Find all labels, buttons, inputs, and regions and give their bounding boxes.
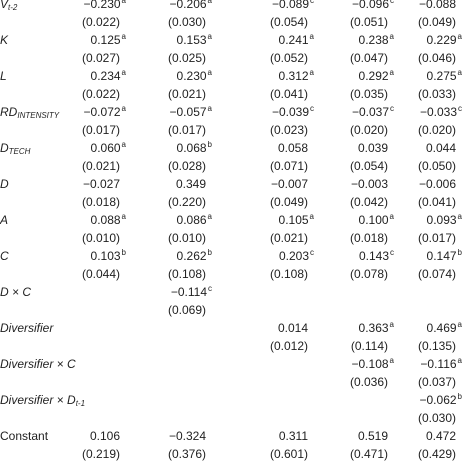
standard-error-cell bbox=[234, 48, 314, 68]
coefficient-value: 0.349 bbox=[175, 177, 206, 191]
significance-marker: b bbox=[457, 392, 462, 401]
coefficient-value: 0.241 bbox=[278, 33, 309, 47]
significance-marker: a bbox=[121, 0, 126, 5]
standard-error-cell bbox=[46, 156, 126, 176]
standard-error-value: (0.028) bbox=[167, 159, 206, 173]
standard-error-cell bbox=[382, 192, 462, 212]
standard-error-value: (0.046) bbox=[417, 51, 456, 65]
standard-error-value: (0.025) bbox=[167, 51, 206, 65]
standard-error-value: (0.050) bbox=[417, 159, 456, 173]
standard-error-value: (0.012) bbox=[269, 339, 308, 353]
standard-error-cell bbox=[234, 12, 314, 32]
table-row bbox=[0, 30, 474, 50]
coefficient-value: 0.469 bbox=[426, 321, 457, 335]
standard-error-value: (0.052) bbox=[269, 51, 308, 65]
standard-error-value: (0.220) bbox=[167, 195, 206, 209]
table-row bbox=[0, 138, 474, 158]
coefficient-value: 0.044 bbox=[425, 141, 456, 155]
standard-error-value: (0.049) bbox=[417, 15, 456, 29]
standard-error-value: (0.047) bbox=[349, 51, 388, 65]
table-row-se bbox=[0, 12, 474, 32]
significance-marker: a bbox=[457, 32, 462, 41]
table-row-se bbox=[0, 372, 474, 392]
variable-name: D bbox=[0, 141, 9, 155]
table-row bbox=[0, 390, 474, 410]
significance-marker: a bbox=[457, 68, 462, 77]
significance-marker: a bbox=[309, 68, 314, 77]
significance-marker: c bbox=[390, 104, 394, 113]
standard-error-cell bbox=[382, 84, 462, 104]
variable-name: L bbox=[0, 69, 7, 83]
significance-marker: a bbox=[457, 356, 462, 365]
standard-error-value: (0.042) bbox=[349, 195, 388, 209]
coefficient-value: −0.324 bbox=[168, 429, 206, 443]
coefficient-cell bbox=[382, 138, 462, 158]
coefficient-value: 0.153 bbox=[176, 33, 207, 47]
variable-label bbox=[0, 66, 7, 86]
standard-error-cell bbox=[46, 192, 126, 212]
coefficient-value: −0.062 bbox=[419, 393, 457, 407]
coefficient-cell bbox=[46, 174, 126, 194]
coefficient-value: 0.363 bbox=[358, 321, 389, 335]
significance-marker: c bbox=[390, 0, 394, 5]
standard-error-value: (0.601) bbox=[269, 447, 308, 461]
standard-error-value: (0.108) bbox=[167, 267, 206, 281]
standard-error-value: (0.429) bbox=[417, 447, 456, 461]
table-row-se bbox=[0, 228, 474, 248]
variable-name: Constant bbox=[0, 429, 49, 443]
standard-error-value: (0.376) bbox=[167, 447, 206, 461]
coefficient-value: 0.068 bbox=[176, 141, 207, 155]
coefficient-value: −0.037 bbox=[351, 105, 389, 119]
variable-label bbox=[0, 282, 31, 302]
standard-error-cell bbox=[234, 120, 314, 140]
standard-error-value: (0.023) bbox=[269, 123, 308, 137]
standard-error-value: (0.010) bbox=[81, 231, 120, 245]
standard-error-value: (0.054) bbox=[349, 159, 388, 173]
standard-error-cell bbox=[46, 12, 126, 32]
standard-error-value: (0.017) bbox=[417, 231, 456, 245]
standard-error-value: (0.020) bbox=[417, 123, 456, 137]
significance-marker: a bbox=[207, 104, 212, 113]
significance-marker: a bbox=[457, 320, 462, 329]
standard-error-value: (0.033) bbox=[417, 87, 456, 101]
coefficient-value: 0.238 bbox=[358, 33, 389, 47]
coefficient-value: 0.088 bbox=[90, 213, 121, 227]
coefficient-value: −0.206 bbox=[169, 0, 207, 11]
standard-error-value: (0.018) bbox=[349, 231, 388, 245]
variable-name: K bbox=[0, 33, 9, 47]
coefficient-value: 0.262 bbox=[176, 249, 207, 263]
coefficient-value: −0.116 bbox=[420, 357, 457, 371]
significance-marker: a bbox=[207, 68, 212, 77]
coefficient-value: −0.007 bbox=[270, 177, 308, 191]
coefficient-value: 0.203 bbox=[278, 249, 309, 263]
significance-marker: a bbox=[207, 0, 212, 5]
table-row-se bbox=[0, 192, 474, 212]
coefficient-value: −0.114 bbox=[170, 285, 207, 299]
standard-error-value: (0.017) bbox=[167, 123, 206, 137]
significance-marker: b bbox=[457, 248, 462, 257]
significance-marker: a bbox=[309, 32, 314, 41]
coefficient-value: −0.033 bbox=[419, 105, 457, 119]
coefficient-value: 0.058 bbox=[277, 141, 308, 155]
standard-error-cell bbox=[46, 84, 126, 104]
standard-error-cell bbox=[46, 444, 126, 464]
coefficient-value: 0.100 bbox=[358, 213, 389, 227]
standard-error-cell bbox=[382, 228, 462, 248]
significance-marker: a bbox=[309, 212, 314, 221]
standard-error-value: (0.021) bbox=[269, 231, 308, 245]
standard-error-cell bbox=[382, 156, 462, 176]
variable-label bbox=[0, 426, 48, 446]
standard-error-value: (0.021) bbox=[81, 159, 120, 173]
standard-error-value: (0.041) bbox=[269, 87, 308, 101]
variable-name: A bbox=[0, 213, 9, 227]
standard-error-cell bbox=[132, 444, 212, 464]
variable-name: C bbox=[0, 249, 9, 263]
standard-error-cell bbox=[132, 120, 212, 140]
standard-error-cell bbox=[382, 48, 462, 68]
table-row-se bbox=[0, 120, 474, 140]
coefficient-value: 0.229 bbox=[426, 33, 457, 47]
variable-subscript: t-1 bbox=[75, 399, 86, 408]
significance-marker: b bbox=[121, 248, 126, 257]
standard-error-value: (0.135) bbox=[417, 339, 456, 353]
standard-error-value: (0.010) bbox=[167, 231, 206, 245]
standard-error-cell bbox=[234, 444, 314, 464]
table-row bbox=[0, 354, 474, 374]
significance-marker: a bbox=[121, 32, 126, 41]
significance-marker: a bbox=[389, 356, 394, 365]
standard-error-cell bbox=[132, 84, 212, 104]
variable-label bbox=[0, 354, 76, 374]
standard-error-cell bbox=[234, 264, 314, 284]
coefficient-cell bbox=[234, 426, 314, 446]
significance-marker: a bbox=[457, 212, 462, 221]
coefficient-value: −0.230 bbox=[83, 0, 121, 11]
significance-marker: a bbox=[207, 32, 212, 41]
coefficient-cell bbox=[132, 426, 212, 446]
standard-error-value: (0.022) bbox=[81, 15, 120, 29]
coefficient-value: 0.039 bbox=[357, 141, 388, 155]
variable-name: D × C bbox=[0, 285, 32, 299]
standard-error-value: (0.049) bbox=[269, 195, 308, 209]
coefficient-value: 0.275 bbox=[426, 69, 457, 83]
standard-error-cell bbox=[46, 48, 126, 68]
standard-error-value: (0.036) bbox=[349, 375, 388, 389]
coefficient-value: 0.230 bbox=[176, 69, 207, 83]
coefficient-value: 0.105 bbox=[278, 213, 309, 227]
coefficient-value: 0.086 bbox=[176, 213, 207, 227]
standard-error-cell bbox=[132, 228, 212, 248]
coefficient-value: 0.093 bbox=[426, 213, 457, 227]
coefficient-value: 0.519 bbox=[357, 429, 388, 443]
significance-marker: a bbox=[207, 212, 212, 221]
standard-error-value: (0.071) bbox=[269, 159, 308, 173]
variable-name: V bbox=[0, 0, 9, 11]
coefficient-value: −0.057 bbox=[169, 105, 207, 119]
significance-marker: a bbox=[389, 320, 394, 329]
standard-error-cell bbox=[132, 12, 212, 32]
table-row bbox=[0, 282, 474, 302]
table-row bbox=[0, 102, 474, 122]
standard-error-cell bbox=[382, 408, 462, 428]
significance-marker: a bbox=[121, 68, 126, 77]
standard-error-value: (0.020) bbox=[349, 123, 388, 137]
significance-marker: b bbox=[207, 248, 212, 257]
table-row-se bbox=[0, 156, 474, 176]
coefficient-value: −0.039 bbox=[271, 105, 309, 119]
coefficient-cell bbox=[46, 426, 126, 446]
standard-error-cell bbox=[132, 192, 212, 212]
standard-error-cell bbox=[382, 264, 462, 284]
coefficient-value: 0.103 bbox=[90, 249, 121, 263]
table-row bbox=[0, 426, 474, 446]
variable-subscript: TECH bbox=[8, 147, 31, 156]
significance-marker: a bbox=[121, 104, 126, 113]
variable-name: Diversifier × D bbox=[0, 393, 76, 407]
standard-error-cell bbox=[234, 84, 314, 104]
coefficient-cell bbox=[132, 174, 212, 194]
significance-marker: a bbox=[121, 212, 126, 221]
standard-error-value: (0.069) bbox=[167, 303, 206, 317]
variable-name: Diversifier × C bbox=[0, 357, 76, 371]
standard-error-cell bbox=[234, 156, 314, 176]
table-row-se bbox=[0, 300, 474, 320]
variable-label bbox=[0, 174, 9, 194]
table-row-se bbox=[0, 336, 474, 356]
standard-error-value: (0.018) bbox=[81, 195, 120, 209]
coefficient-value: −0.096 bbox=[351, 0, 389, 11]
coefficient-cell bbox=[234, 174, 314, 194]
significance-marker: c bbox=[310, 0, 314, 5]
standard-error-cell bbox=[132, 300, 212, 320]
standard-error-cell bbox=[46, 228, 126, 248]
standard-error-cell bbox=[382, 120, 462, 140]
standard-error-value: (0.219) bbox=[81, 447, 120, 461]
standard-error-cell bbox=[132, 156, 212, 176]
variable-label bbox=[0, 246, 9, 266]
standard-error-cell bbox=[234, 192, 314, 212]
standard-error-value: (0.037) bbox=[417, 375, 456, 389]
coefficient-cell bbox=[234, 318, 314, 338]
significance-marker: a bbox=[121, 140, 126, 149]
standard-error-value: (0.030) bbox=[417, 411, 456, 425]
standard-error-cell bbox=[382, 336, 462, 356]
standard-error-value: (0.035) bbox=[349, 87, 388, 101]
coefficient-value: 0.472 bbox=[425, 429, 456, 443]
standard-error-cell bbox=[46, 264, 126, 284]
coefficient-value: 0.106 bbox=[89, 429, 120, 443]
table-row bbox=[0, 210, 474, 230]
coefficient-value: 0.311 bbox=[278, 429, 308, 443]
standard-error-value: (0.078) bbox=[349, 267, 388, 281]
significance-marker: c bbox=[208, 284, 212, 293]
variable-name: RD bbox=[0, 105, 18, 119]
standard-error-value: (0.017) bbox=[81, 123, 120, 137]
table-row-se bbox=[0, 264, 474, 284]
coefficient-value: 0.143 bbox=[358, 249, 389, 263]
variable-label bbox=[0, 30, 8, 50]
significance-marker: c bbox=[458, 104, 462, 113]
table-row-se bbox=[0, 408, 474, 428]
coefficient-value: 0.292 bbox=[358, 69, 389, 83]
standard-error-cell bbox=[46, 120, 126, 140]
table-row bbox=[0, 246, 474, 266]
coefficient-value: −0.088 bbox=[418, 0, 456, 11]
coefficient-value: 0.312 bbox=[278, 69, 309, 83]
standard-error-value: (0.030) bbox=[167, 15, 206, 29]
standard-error-value: (0.051) bbox=[349, 15, 388, 29]
standard-error-value: (0.054) bbox=[269, 15, 308, 29]
variable-subscript: t-2 bbox=[8, 3, 18, 12]
standard-error-value: (0.027) bbox=[81, 51, 120, 65]
significance-marker: a bbox=[389, 32, 394, 41]
coefficient-value: 0.234 bbox=[90, 69, 121, 83]
significance-marker: c bbox=[310, 104, 314, 113]
significance-marker: a bbox=[389, 212, 394, 221]
standard-error-value: (0.471) bbox=[349, 447, 388, 461]
standard-error-cell bbox=[382, 444, 462, 464]
variable-label bbox=[0, 318, 53, 338]
coefficient-value: −0.006 bbox=[418, 177, 456, 191]
coefficient-cell bbox=[382, 174, 462, 194]
variable-subscript: INTENSITY bbox=[17, 111, 60, 120]
coefficient-value: −0.027 bbox=[82, 177, 120, 191]
standard-error-cell bbox=[234, 228, 314, 248]
standard-error-cell bbox=[132, 48, 212, 68]
table-row-se bbox=[0, 48, 474, 68]
table-row-se bbox=[0, 84, 474, 104]
standard-error-cell bbox=[132, 264, 212, 284]
table-row-se bbox=[0, 444, 474, 464]
coefficient-value: 0.125 bbox=[90, 33, 121, 47]
coefficient-cell bbox=[234, 138, 314, 158]
standard-error-cell bbox=[382, 12, 462, 32]
standard-error-value: (0.021) bbox=[167, 87, 206, 101]
coefficient-value: 0.014 bbox=[277, 321, 308, 335]
significance-marker: c bbox=[310, 248, 314, 257]
coefficient-value: 0.060 bbox=[90, 141, 121, 155]
variable-name: Diversifier bbox=[0, 321, 54, 335]
variable-name: D bbox=[0, 177, 9, 191]
variable-label bbox=[0, 210, 8, 230]
table-row bbox=[0, 174, 474, 194]
standard-error-value: (0.074) bbox=[417, 267, 456, 281]
coefficient-value: −0.089 bbox=[271, 0, 309, 11]
table-row bbox=[0, 66, 474, 86]
standard-error-value: (0.114) bbox=[350, 339, 388, 353]
coefficient-value: −0.003 bbox=[350, 177, 388, 191]
coefficient-value: 0.147 bbox=[426, 249, 457, 263]
standard-error-value: (0.022) bbox=[81, 87, 120, 101]
significance-marker: a bbox=[389, 68, 394, 77]
coefficient-value: −0.072 bbox=[83, 105, 121, 119]
standard-error-cell bbox=[234, 336, 314, 356]
standard-error-value: (0.041) bbox=[417, 195, 456, 209]
coefficient-cell bbox=[382, 426, 462, 446]
standard-error-cell bbox=[382, 372, 462, 392]
standard-error-value: (0.044) bbox=[81, 267, 120, 281]
standard-error-value: (0.108) bbox=[269, 267, 308, 281]
coefficient-value: −0.108 bbox=[351, 357, 389, 371]
table-row bbox=[0, 318, 474, 338]
significance-marker: c bbox=[390, 248, 394, 257]
significance-marker: b bbox=[207, 140, 212, 149]
